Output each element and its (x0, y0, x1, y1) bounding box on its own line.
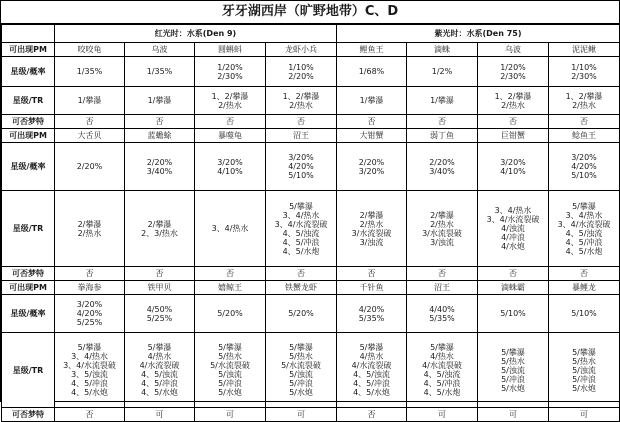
dream-ball-cell: 否 (549, 267, 620, 281)
star-rate-cell-line: 1/10% (288, 62, 314, 72)
star-rate-cell-line: 5/25% (146, 313, 173, 323)
tr-cell (549, 191, 620, 267)
tr-cell-line: 2、3/热水 (141, 228, 178, 238)
tr-cell-line: 5/热水 (218, 352, 242, 361)
star-rate-cell (55, 143, 125, 191)
star-rate-cell (266, 143, 337, 191)
star-rate-cell-line: 4/50% (146, 304, 173, 314)
star-rate-cell-line: 2/20% (146, 157, 173, 167)
tr-cell-line: 5/攀瀑 (289, 343, 313, 352)
tr-cell-line: 4、5/水炮 (565, 246, 603, 256)
tr-cell-line: 5/攀瀑 (430, 343, 454, 352)
star-rate-cell (266, 57, 337, 87)
tr-cell-line: 2/攀瀑 (147, 219, 172, 229)
star-rate-cell (549, 295, 620, 333)
row-label-pm: 可出现PM (2, 129, 55, 143)
tr-cell-line: 3、4/热水 (211, 224, 249, 233)
tr-cell (125, 87, 195, 115)
tr-cell-line: 4、5/浊流 (565, 228, 603, 238)
dream-ball-cell: 否 (337, 115, 407, 129)
star-rate-cell-line: 4/40% (429, 304, 455, 314)
tr-cell-line: 2/热水 (289, 100, 313, 110)
tr-cell-line: 2/热水 (359, 219, 384, 229)
tr-cell-line: 2/攀瀑 (77, 219, 102, 229)
tr-cell-line: 5/冲浪 (289, 379, 313, 388)
tr-cell-line: 4、5/水炮 (423, 388, 461, 397)
star-rate-cell-line: 3/20% (288, 153, 314, 162)
tr-cell-line: 3、4/热水 (71, 352, 108, 361)
section-header-purple: 紫光时：水系(Den 75) (337, 25, 620, 43)
tr-cell-line: 5/攀瀑 (147, 343, 172, 352)
tr-cell-line: 5/水炮 (572, 383, 596, 393)
tr-cell-line: 4/热水 (147, 352, 172, 361)
dream-ball-cell: 否 (266, 267, 337, 281)
star-rate-cell-line: 1/68% (358, 67, 385, 76)
star-rate-cell-line: 1/20% (217, 62, 243, 72)
dream-ball-cell: 否 (407, 115, 478, 129)
tr-cell-line: 3/水流裂破 (422, 228, 462, 238)
star-rate-cell-line: 5/20% (217, 309, 243, 318)
tr-cell (407, 333, 478, 408)
tr-cell-line: 2/攀瀑 (359, 210, 384, 220)
tr-cell-line: 1、2/攀瀑 (211, 91, 249, 101)
tr-cell-line: 1/攀瀑 (430, 96, 454, 105)
tr-cell (125, 191, 195, 267)
star-rate-cell-line: 5/25% (76, 318, 103, 327)
star-rate-cell-line: 5/35% (358, 313, 385, 323)
tr-cell-line: 3、4/热水 (494, 206, 532, 215)
dream-ball-cell: 否 (337, 408, 407, 422)
tr-cell-line: 5/攀瀑 (289, 201, 313, 211)
pokemon-name: 暴噬龟 (195, 129, 266, 143)
tr-cell-line: 3、4/水流裂破 (486, 215, 540, 224)
star-rate-cell-line: 4/20% (358, 304, 385, 314)
tr-cell (195, 333, 266, 408)
tr-cell-line: 1/攀瀑 (359, 96, 384, 105)
pokemon-name: 沼王 (266, 129, 337, 143)
row-label-tr: 星级/TR (2, 87, 55, 115)
star-rate-cell (337, 143, 407, 191)
tr-cell-line: 5/热水 (501, 356, 525, 366)
dream-ball-cell: 可 (407, 408, 478, 422)
star-rate-cell-line: 1/2% (431, 67, 453, 76)
star-rate-cell-line: 2/20% (429, 157, 455, 167)
tr-cell-line: 2/热水 (572, 100, 596, 110)
tr-cell-line: 1/攀瀑 (147, 96, 172, 105)
star-rate-cell-line: 2/30% (571, 71, 597, 81)
tr-cell-line: 4、5/冲浪 (353, 379, 390, 388)
pokemon-name: 沼王 (407, 281, 478, 295)
star-rate-cell-line: 3/20% (358, 166, 385, 176)
tr-cell-line: 5/浊流 (501, 365, 525, 375)
tr-cell (337, 87, 407, 115)
pokemon-name: 滴蛛 (407, 43, 478, 57)
dream-ball-cell: 否 (55, 408, 125, 422)
tr-cell (195, 87, 266, 115)
pokemon-name: 大舌贝 (55, 129, 125, 143)
tr-cell-line: 5/水流裂破 (281, 361, 321, 370)
pokemon-name: 铁蟹龙虾 (266, 281, 337, 295)
tr-cell-line: 5/水炮 (501, 383, 525, 393)
dream-ball-cell: 否 (125, 267, 195, 281)
tr-cell-line: 2/热水 (77, 228, 102, 238)
star-rate-cell (125, 57, 195, 87)
dream-ball-cell: 可 (266, 408, 337, 422)
dream-ball-cell: 否 (549, 115, 620, 129)
tr-cell-line: 3、5/浊流 (71, 370, 108, 379)
tr-cell-line: 5/攀瀑 (572, 347, 596, 357)
dream-ball-cell: 可 (478, 408, 549, 422)
tr-cell (337, 191, 407, 267)
star-rate-cell-line: 5/10% (500, 309, 526, 318)
dream-ball-cell: 可 (549, 408, 620, 422)
star-rate-cell (55, 57, 125, 87)
tr-cell-line: 5/攀瀑 (501, 347, 525, 357)
star-rate-cell-line: 2/20% (358, 157, 385, 167)
pokemon-name: 龙虾小兵 (266, 43, 337, 57)
pokemon-name: 滴蛛霸 (478, 281, 549, 295)
star-rate-cell-line: 4/20% (288, 162, 314, 171)
tr-cell-line: 3、4/水流裂破 (274, 219, 328, 229)
row-label-tr: 星级/TR (2, 191, 55, 267)
pokemon-name: 咬咬龟 (55, 43, 125, 57)
tr-cell-line: 5/浊流 (218, 370, 242, 379)
tr-cell-line: 4/浊流 (501, 224, 525, 233)
tr-cell-line: 4、5/水炮 (353, 388, 390, 397)
tr-cell-line: 4、5/冲浪 (565, 237, 603, 247)
tr-cell (266, 87, 337, 115)
star-rate-cell-line: 3/20% (217, 157, 243, 167)
tr-cell-line: 4、5/水炮 (71, 388, 108, 397)
star-rate-cell (407, 295, 478, 333)
star-rate-cell (125, 295, 195, 333)
pokemon-name: 暴鲤龙 (549, 281, 620, 295)
star-rate-cell-line: 5/10% (571, 309, 597, 318)
tr-cell-line: 2/热水 (501, 100, 525, 110)
star-rate-cell (478, 57, 549, 87)
star-rate-cell (337, 295, 407, 333)
dream-ball-cell: 否 (337, 267, 407, 281)
tr-cell-line: 4、5/冲浪 (423, 379, 461, 388)
tr-cell-line: 4/水炮 (501, 242, 525, 251)
tr-cell-line: 5/冲浪 (501, 374, 525, 384)
row-label-pm: 可出现PM (2, 281, 55, 295)
tr-cell-line: 5/水流裂破 (210, 361, 250, 370)
star-rate-cell-line: 1/35% (76, 67, 103, 76)
star-rate-cell-line: 4/20% (76, 309, 103, 318)
tr-cell (125, 333, 195, 408)
tr-cell-line: 5/水炮 (218, 388, 242, 397)
tr-cell (266, 191, 337, 267)
row-label-dream: 可否梦特 (2, 267, 55, 281)
dream-ball-cell: 否 (195, 115, 266, 129)
tr-cell-line: 4、5/水炮 (282, 246, 320, 256)
star-rate-cell (195, 57, 266, 87)
row-label-dream: 可否梦特 (2, 115, 55, 129)
tr-cell-line: 5/攀瀑 (572, 201, 596, 211)
tr-cell-line: 3/浊流 (430, 237, 454, 247)
row-label-star: 星级/概率 (2, 143, 55, 191)
tr-cell (478, 333, 549, 408)
star-rate-cell (478, 143, 549, 191)
tr-cell-line: 4/热水 (430, 352, 454, 361)
tr-cell-line: 5/攀瀑 (359, 343, 384, 352)
tr-cell-line: 4、5/浊流 (423, 370, 461, 379)
tr-cell-line: 4/水流裂破 (351, 361, 392, 370)
star-rate-cell (407, 57, 478, 87)
tr-cell-line: 3、4/热水 (282, 210, 320, 220)
tr-cell-line: 1、2/攀瀑 (282, 91, 320, 101)
star-rate-cell (55, 295, 125, 333)
star-rate-cell (195, 143, 266, 191)
corner-cell (2, 25, 55, 43)
tr-cell (549, 333, 620, 408)
section-header-red: 红光时：水系(Den 9) (55, 25, 337, 43)
dream-ball-cell: 否 (125, 115, 195, 129)
pokemon-name: 嬉鲸王 (195, 281, 266, 295)
tr-cell-line: 1、2/攀瀑 (565, 91, 603, 101)
tr-cell-line: 5/热水 (289, 352, 313, 361)
tr-cell (55, 333, 125, 408)
pokemon-name: 乌波 (478, 43, 549, 57)
dream-ball-cell: 否 (55, 267, 125, 281)
star-rate-cell-line: 2/20% (76, 162, 103, 171)
tr-cell-line: 3、4/水流裂破 (63, 361, 116, 370)
pokemon-name: 乌波 (125, 43, 195, 57)
star-rate-cell-line: 1/10% (571, 62, 597, 72)
row-label-star: 星级/概率 (2, 295, 55, 333)
star-rate-cell-line: 3/40% (429, 166, 455, 176)
tr-cell-line: 3、4/水流裂破 (557, 219, 611, 229)
star-rate-cell-line: 4/10% (217, 166, 243, 176)
star-rate-cell-line: 4/10% (500, 166, 526, 176)
tr-cell-line: 5/攀瀑 (218, 343, 242, 352)
star-rate-cell-line: 4/20% (571, 162, 597, 171)
star-rate-cell-line: 1/35% (146, 67, 173, 76)
star-rate-cell-line: 5/35% (429, 313, 455, 323)
tr-cell-line: 2/热水 (218, 100, 242, 110)
tr-cell-line: 4/水流裂破 (422, 361, 462, 370)
star-rate-cell (125, 143, 195, 191)
tr-cell-line: 3/水流裂破 (351, 228, 392, 238)
tr-cell (55, 87, 125, 115)
spawn-table (1, 24, 620, 422)
star-rate-cell-line: 2/20% (288, 71, 314, 81)
tr-cell-line: 5/水炮 (289, 388, 313, 397)
pokemon-name: 蓝蟾蜍 (125, 129, 195, 143)
star-rate-cell (549, 57, 620, 87)
dream-ball-cell: 否 (478, 267, 549, 281)
star-rate-cell-line: 2/30% (500, 71, 526, 81)
pokemon-name: 千针鱼 (337, 281, 407, 295)
star-rate-cell-line: 3/20% (76, 300, 103, 309)
tr-cell-line: 4、5/冲浪 (282, 237, 320, 247)
tr-cell-line: 4/水流裂破 (139, 361, 180, 370)
tr-cell-line: 5/攀瀑 (77, 343, 102, 352)
tr-cell-line: 4、5/浊流 (353, 370, 390, 379)
pokemon-name: 巨钳蟹 (478, 129, 549, 143)
row-label-star: 星级/概率 (2, 57, 55, 87)
tr-cell-line: 4、5/水炮 (141, 388, 178, 397)
tr-cell-line: 4/热水 (359, 352, 384, 361)
tr-cell-line: 1/攀瀑 (77, 96, 102, 105)
star-rate-cell (266, 295, 337, 333)
tr-cell-line: 4/冲浪 (501, 233, 525, 242)
tr-cell-line: 2/攀瀑 (430, 210, 454, 220)
star-rate-cell-line: 2/30% (217, 71, 243, 81)
star-rate-cell (337, 57, 407, 87)
pokemon-name: 拳海参 (55, 281, 125, 295)
tr-cell (195, 191, 266, 267)
tr-cell (266, 333, 337, 408)
tr-cell-line: 4、5/浊流 (141, 370, 178, 379)
tr-cell-line: 2/热水 (430, 219, 454, 229)
dream-ball-cell: 否 (266, 115, 337, 129)
star-rate-cell-line: 5/10% (288, 171, 314, 180)
pokemon-name: 弱丁鱼 (407, 129, 478, 143)
tr-cell-line: 5/冲浪 (572, 374, 596, 384)
dream-ball-cell: 否 (55, 115, 125, 129)
star-rate-cell (407, 143, 478, 191)
star-rate-cell-line: 3/40% (146, 166, 173, 176)
star-rate-cell-line: 3/20% (500, 157, 526, 167)
row-label-pm: 可出现PM (2, 43, 55, 57)
page-title: 牙牙湖西岸（旷野地带）C、D (1, 1, 619, 24)
dream-ball-cell: 否 (407, 267, 478, 281)
tr-cell-line: 4、5/冲浪 (71, 379, 108, 388)
tr-cell (549, 87, 620, 115)
tr-cell (407, 87, 478, 115)
star-rate-cell-line: 5/10% (571, 171, 597, 180)
tr-cell-line: 4、5/浊流 (282, 228, 320, 238)
tr-cell-line: 1、2/攀瀑 (494, 91, 532, 101)
tr-cell-line: 5/浊流 (289, 370, 313, 379)
pokemon-name: 圆蝌蚪 (195, 43, 266, 57)
tr-cell-line: 5/浊流 (572, 365, 596, 375)
pokemon-name: 泥泥鳅 (549, 43, 620, 57)
tr-cell-line: 3、4/热水 (565, 210, 603, 220)
tr-cell-line: 5/冲浪 (218, 379, 242, 388)
dream-ball-cell: 可 (125, 408, 195, 422)
tr-cell (55, 191, 125, 267)
dream-ball-cell: 否 (478, 115, 549, 129)
star-rate-cell-line: 5/20% (288, 309, 314, 318)
tr-cell (407, 191, 478, 267)
tr-cell-line: 5/热水 (572, 356, 596, 366)
star-rate-cell (549, 143, 620, 191)
row-label-tr: 星级/TR (2, 333, 55, 408)
dream-ball-cell: 可 (195, 408, 266, 422)
star-rate-cell-line: 1/20% (500, 62, 526, 72)
dream-ball-cell: 否 (195, 267, 266, 281)
tr-cell-line: 4、5/冲浪 (141, 379, 178, 388)
pokemon-name: 大钳蟹 (337, 129, 407, 143)
tr-cell (478, 87, 549, 115)
pokemon-name: 鲶鱼王 (549, 129, 620, 143)
star-rate-cell (195, 295, 266, 333)
pokemon-name: 鲤鱼王 (337, 43, 407, 57)
tr-cell (337, 333, 407, 408)
tr-cell (478, 191, 549, 267)
row-label-dream: 可否梦特 (2, 408, 55, 422)
star-rate-cell (478, 295, 549, 333)
tr-cell-line: 3/浊流 (359, 237, 384, 247)
star-rate-cell-line: 3/20% (571, 153, 597, 162)
pokemon-name: 铁甲贝 (125, 281, 195, 295)
